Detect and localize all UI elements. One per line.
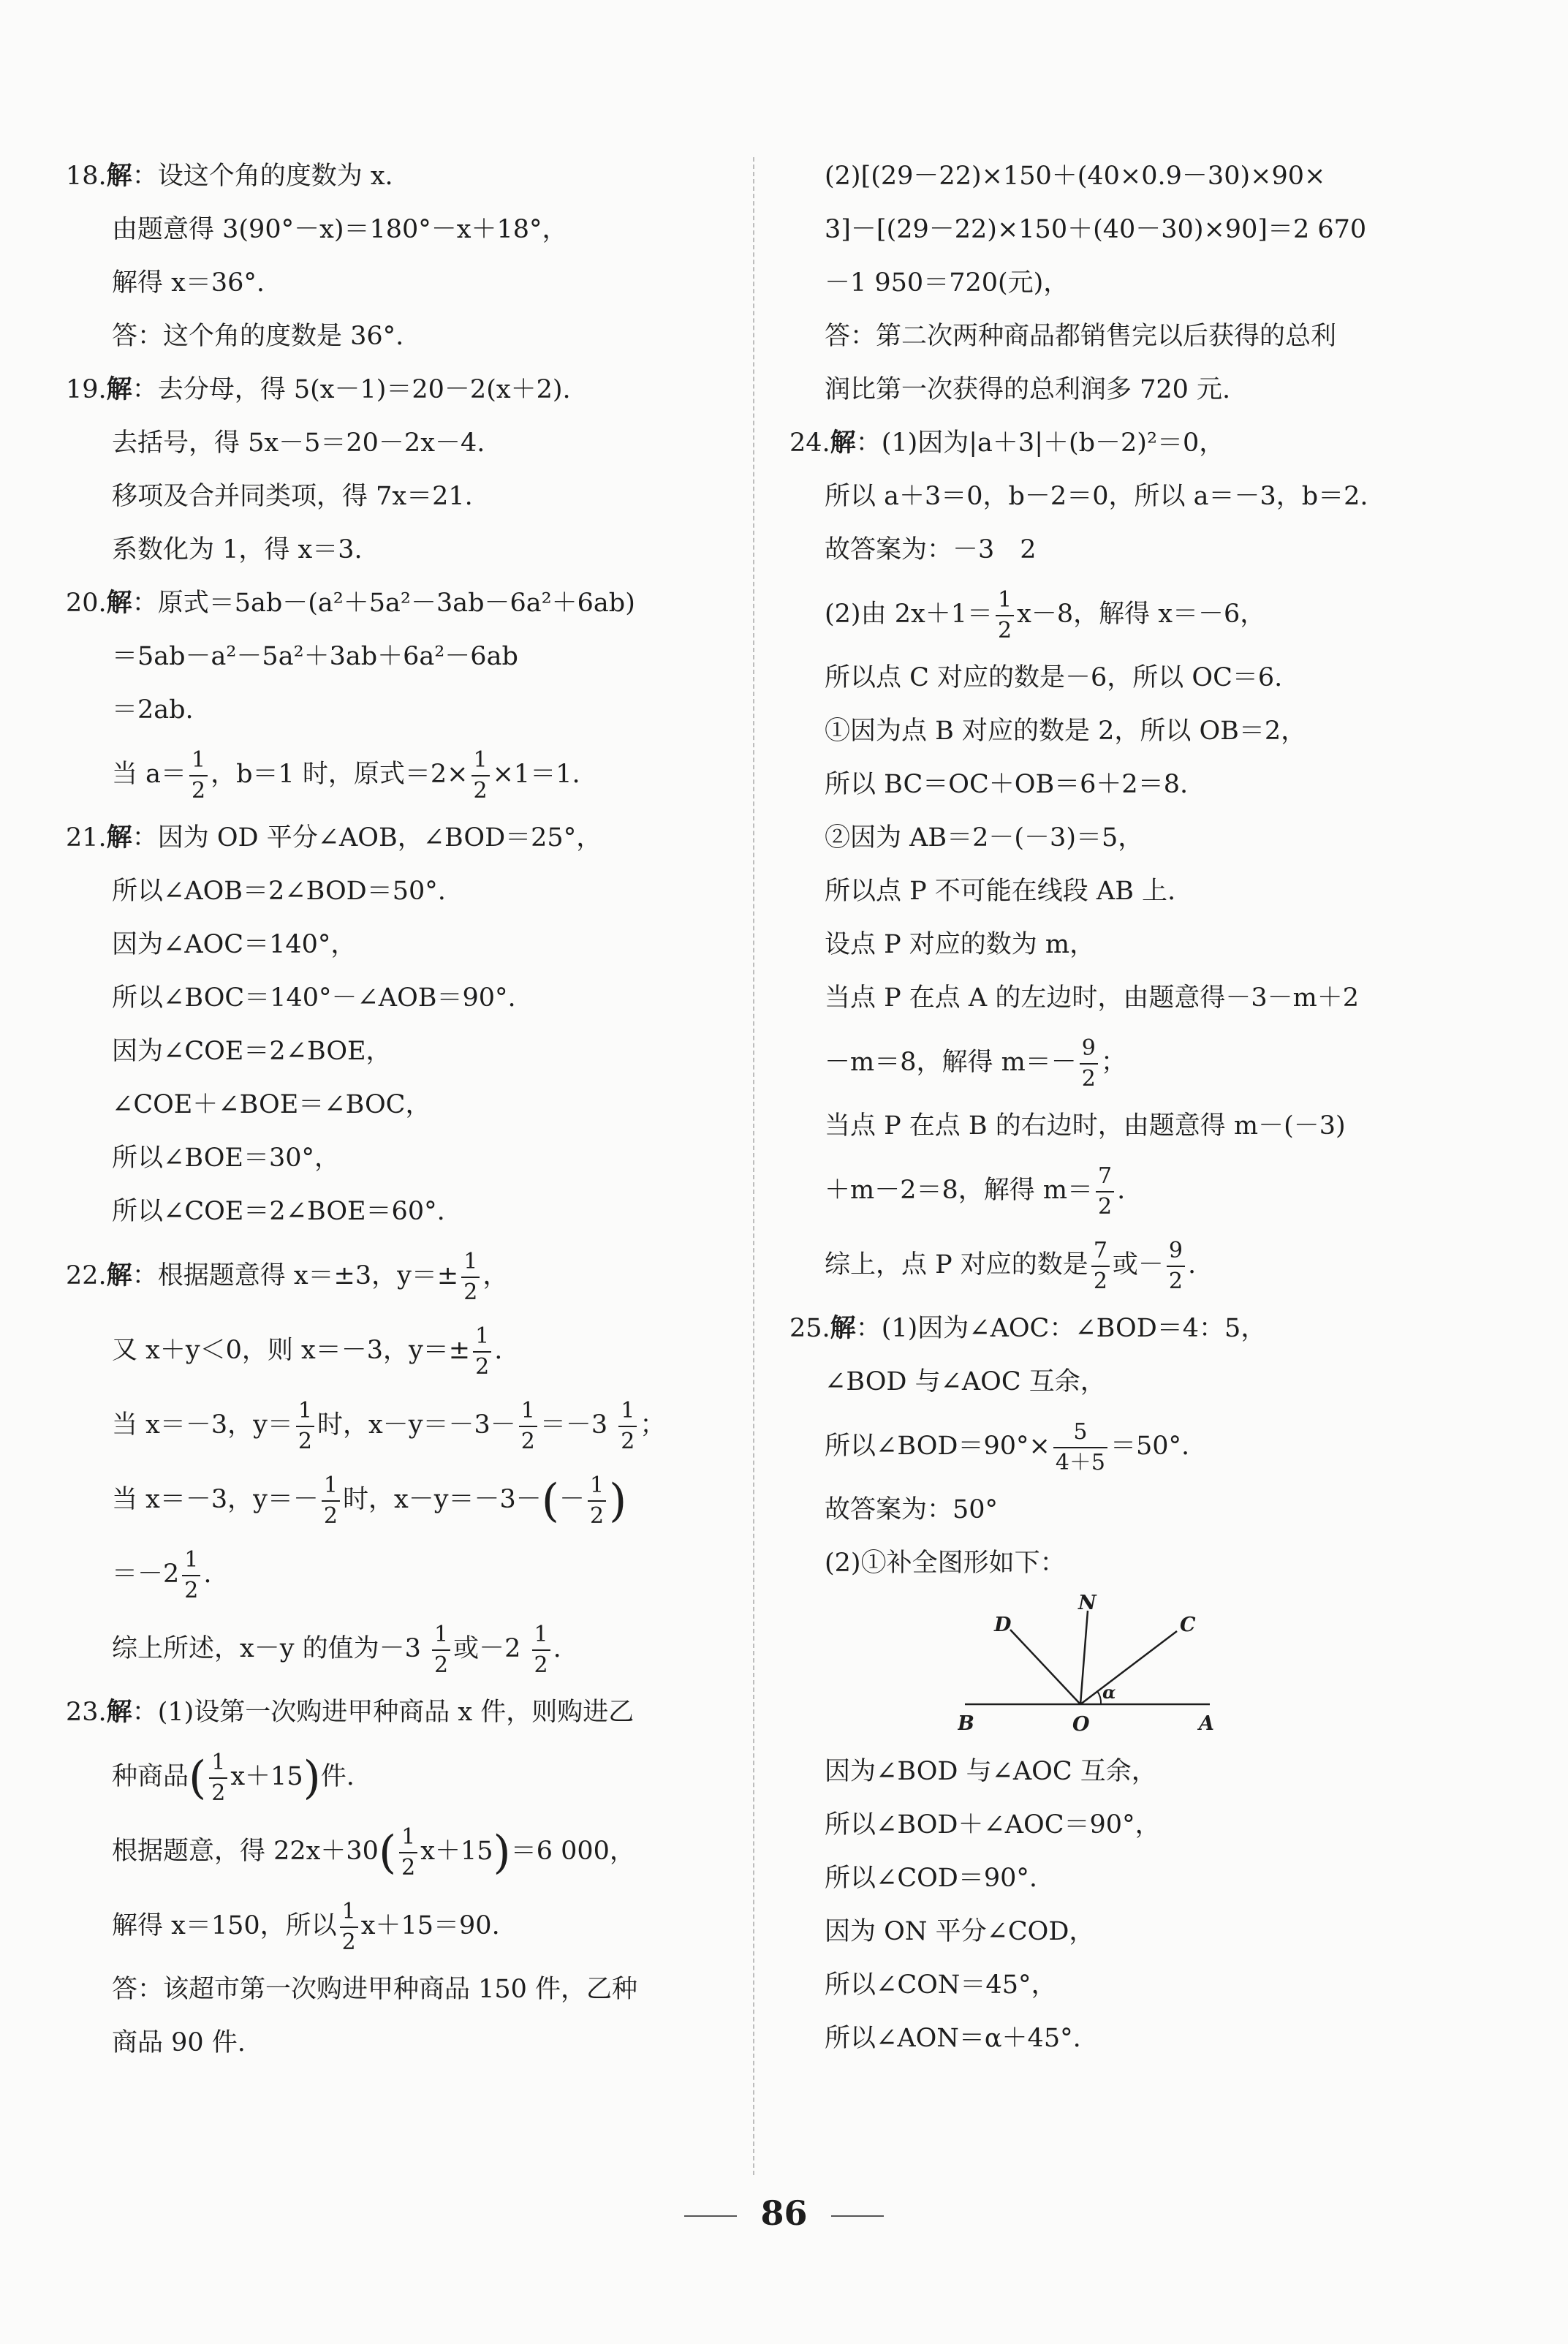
q18-line-2: 由题意得 3(90°－x)＝180°－x＋18°， bbox=[112, 215, 568, 244]
q24-line-5: 所以点 C 对应的数是－6，所以 OC＝6. bbox=[825, 663, 1283, 692]
q24-line-8: ②因为 AB＝2－(－3)＝5， bbox=[825, 823, 1144, 852]
fraction: $\frac{7}{2}$ bbox=[1096, 1162, 1114, 1222]
q23b-line-3: －1 950＝720(元)， bbox=[825, 268, 1069, 298]
q20-line-2: ＝5ab－a²－5a²＋3ab＋6a²－6ab bbox=[112, 642, 518, 671]
q23b-line-1: (2)[(29－22)×150＋(40×0.9－30)×90× bbox=[825, 162, 1326, 191]
q23-line-3: 根据题意，得 22x＋30( $\frac{1}{2}$ x＋15)＝6 000， bbox=[66, 1814, 727, 1889]
q25-line-4: 故答案为：50° bbox=[825, 1495, 999, 1524]
fraction: $\frac{7}{2}$ bbox=[1091, 1236, 1110, 1296]
q21-line-5: 因为∠COE＝2∠BOE， bbox=[112, 1037, 392, 1066]
fraction: $\frac{5}{4+5}$ bbox=[1053, 1418, 1107, 1478]
q24-line-13: 当点 P 在点 B 的右边时，由题意得 m－(－3) bbox=[825, 1111, 1346, 1141]
label-alpha: α bbox=[1102, 1682, 1116, 1703]
q24-line-7: 所以 BC＝OC＋OB＝6＋2＝8. bbox=[825, 770, 1189, 799]
q22-line-1: 22.解：根据题意得 x＝±3，y＝± $\frac{1}{2}$ ， bbox=[66, 1239, 727, 1313]
q23-line-2: 种商品( $\frac{1}{2}$ x＋15)件. bbox=[66, 1739, 727, 1814]
fraction: $\frac{1}{2}$ bbox=[399, 1823, 417, 1883]
q18-line-3: 解得 x＝36°. bbox=[112, 268, 265, 298]
label-n: N bbox=[1078, 1595, 1097, 1614]
q25-line-6: 因为∠BOD 与∠AOC 互余， bbox=[825, 1757, 1157, 1786]
q24-line-6: ①因为点 B 对应的数是 2，所以 OB＝2， bbox=[825, 717, 1307, 746]
fraction: $\frac{1}{2}$ bbox=[182, 1546, 200, 1606]
fraction: $\frac{1}{2}$ bbox=[473, 1322, 491, 1382]
q21-line-7: 所以∠BOE＝30°， bbox=[112, 1143, 340, 1173]
ray-oc bbox=[1080, 1631, 1177, 1704]
q21-line-6: ∠COE＋∠BOE＝∠BOC， bbox=[112, 1090, 431, 1119]
q23b-line-2: 3]－[(29－22)×150＋(40－30)×90]＝2 670 bbox=[825, 215, 1367, 244]
q21-line-1: 21.解：因为 OD 平分∠AOB，∠BOD＝25°， bbox=[66, 823, 602, 852]
q19-line-4: 系数化为 1，得 x＝3. bbox=[112, 535, 363, 564]
q23-line-1: 23.解：(1)设第一次购进甲种商品 x 件，则购进乙 bbox=[66, 1698, 635, 1727]
q19-line-2: 去括号，得 5x－5＝20－2x－4. bbox=[112, 428, 485, 458]
q25-line-7: 所以∠BOD＋∠AOC＝90°， bbox=[825, 1810, 1161, 1840]
q21-line-3: 因为∠AOC＝140°， bbox=[112, 930, 357, 959]
q25-line-5: (2)①补全图形如下： bbox=[825, 1549, 1066, 1578]
fraction: $\frac{1}{2}$ bbox=[471, 746, 490, 806]
label-c: C bbox=[1180, 1614, 1196, 1636]
fraction: $\frac{1}{2}$ bbox=[588, 1471, 606, 1531]
q19-line-3: 移项及合并同类项，得 7x＝21. bbox=[112, 482, 473, 511]
q22-line-5: ＝－2 $\frac{1}{2}$ . bbox=[66, 1537, 727, 1611]
fraction: $\frac{1}{2}$ bbox=[996, 586, 1014, 646]
fraction: $\frac{1}{2}$ bbox=[189, 746, 208, 806]
q25-line-9: 因为 ON 平分∠COD， bbox=[825, 1917, 1095, 1946]
q22-line-4: 当 x＝－3，y＝－ $\frac{1}{2}$ 时，x－y＝－3－(－ $\frac{1}{2}$ ) bbox=[66, 1462, 727, 1537]
fraction: $\frac{1}{2}$ bbox=[340, 1897, 358, 1957]
q24-line-11: 当点 P 在点 A 的左边时，由题意得－3－m＋2 bbox=[825, 983, 1360, 1013]
column-divider bbox=[753, 157, 754, 2175]
q20-line-1: 20.解：原式＝5ab－(a²＋5a²－3ab－6a²＋6ab) bbox=[66, 589, 635, 618]
q23-line-5: 答：该超市第一次购进甲种商品 150 件，乙种 bbox=[112, 1975, 638, 2004]
page-dash-right bbox=[831, 2215, 884, 2217]
q25-line-2: ∠BOD 与∠AOC 互余， bbox=[825, 1367, 1106, 1396]
left-column bbox=[66, 150, 727, 2070]
fraction: $\frac{1}{2}$ bbox=[432, 1620, 450, 1680]
q24-line-15: 综上，点 P 对应的数是 $\frac{7}{2}$ 或－ $\frac{9}{2}$ . bbox=[789, 1228, 1447, 1302]
fraction: $\frac{9}{2}$ bbox=[1167, 1236, 1185, 1296]
q24-line-4: (2)由 2x＋1＝ $\frac{1}{2}$ x－8，解得 x＝－6， bbox=[789, 577, 1447, 651]
q25-line-1: 25.解：(1)因为∠AOC：∠BOD＝4：5， bbox=[789, 1314, 1267, 1343]
q24-line-3: 故答案为：－3 2 bbox=[825, 535, 1037, 564]
q22-line-6: 综上所述，x－y 的值为－3 $\frac{1}{2}$ 或－2 $\frac{1}{2}$ . bbox=[66, 1611, 727, 1686]
q22-line-3: 当 x＝－3，y＝ $\frac{1}{2}$ 时，x－y＝－3－ $\frac{1}{2}$ ＝－3 $\frac{1}{2}$ ； bbox=[66, 1388, 727, 1462]
label-b: B bbox=[958, 1712, 974, 1735]
q25-line-8: 所以∠COD＝90°. bbox=[825, 1864, 1038, 1893]
fraction: $\frac{1}{2}$ bbox=[209, 1748, 227, 1808]
ray-od bbox=[1010, 1630, 1080, 1704]
q25-line-10: 所以∠CON＝45°， bbox=[825, 1970, 1057, 2000]
q25-line-11: 所以∠AON＝α＋45°. bbox=[825, 2024, 1081, 2053]
right-column bbox=[789, 150, 1447, 2065]
fraction: $\frac{1}{2}$ bbox=[519, 1396, 537, 1456]
q24-line-1: 24.解：(1)因为|a＋3|＋(b－2)²＝0， bbox=[789, 428, 1225, 458]
q18-line-4: 答：这个角的度数是 36°. bbox=[112, 322, 404, 351]
q18-line-1: 18.解：设这个角的度数为 x. bbox=[66, 162, 393, 191]
q23b-line-4: 答：第二次两种商品都销售完以后获得的总利 bbox=[825, 322, 1337, 351]
q22-line-2: 又 x＋y＜0，则 x＝－3，y＝± $\frac{1}{2}$ . bbox=[66, 1313, 727, 1388]
label-d: D bbox=[994, 1614, 1012, 1636]
fraction: $\frac{1}{2}$ bbox=[461, 1247, 480, 1307]
q24-line-9: 所以点 P 不可能在线段 AB 上. bbox=[825, 877, 1176, 906]
q25-line-3: 所以∠BOD＝90°× $\frac{5}{4+5}$ ＝50°. bbox=[789, 1409, 1447, 1483]
q21-line-8: 所以∠COE＝2∠BOE＝60°. bbox=[112, 1197, 445, 1226]
fraction: $\frac{1}{2}$ bbox=[532, 1620, 550, 1680]
q24-line-12: －m＝8，解得 m＝－ $\frac{9}{2}$ ； bbox=[789, 1025, 1447, 1100]
q21-line-2: 所以∠AOB＝2∠BOD＝50°. bbox=[112, 877, 446, 906]
q23-line-4: 解得 x＝150，所以 $\frac{1}{2}$ x＋15＝90. bbox=[66, 1889, 727, 1963]
q24-line-14: ＋m－2＝8，解得 m＝ $\frac{7}{2}$ . bbox=[789, 1153, 1447, 1228]
q23-line-6: 商品 90 件. bbox=[112, 2028, 246, 2057]
q20-line-4: 当 a＝ $\frac{1}{2}$ ，b＝1 时，原式＝2× $\frac{1}{2}$ ×1＝1. bbox=[66, 737, 727, 812]
fraction: $\frac{1}{2}$ bbox=[618, 1396, 637, 1456]
page-dash-left bbox=[684, 2215, 737, 2217]
ray-on bbox=[1080, 1611, 1088, 1704]
fraction: $\frac{9}{2}$ bbox=[1080, 1034, 1098, 1094]
fraction: $\frac{1}{2}$ bbox=[296, 1396, 314, 1456]
q19-line-1: 19.解：去分母，得 5(x－1)＝20－2(x＋2). bbox=[66, 375, 571, 404]
fraction: $\frac{1}{2}$ bbox=[322, 1471, 340, 1531]
q24-line-2: 所以 a＋3＝0，b－2＝0，所以 a＝－3，b＝2. bbox=[825, 482, 1368, 511]
label-o: O bbox=[1072, 1713, 1090, 1736]
page-number: 86 bbox=[0, 2193, 1568, 2233]
alpha-arc bbox=[1097, 1691, 1101, 1704]
q21-line-4: 所以∠BOC＝140°－∠AOB＝90°. bbox=[112, 983, 516, 1013]
label-a: A bbox=[1199, 1712, 1214, 1735]
q23b-line-5: 润比第一次获得的总利润多 720 元. bbox=[825, 375, 1231, 404]
angle-figure bbox=[958, 1595, 1221, 1741]
q24-line-10: 设点 P 对应的数为 m， bbox=[825, 930, 1096, 959]
q20-line-3: ＝2ab. bbox=[112, 695, 194, 725]
